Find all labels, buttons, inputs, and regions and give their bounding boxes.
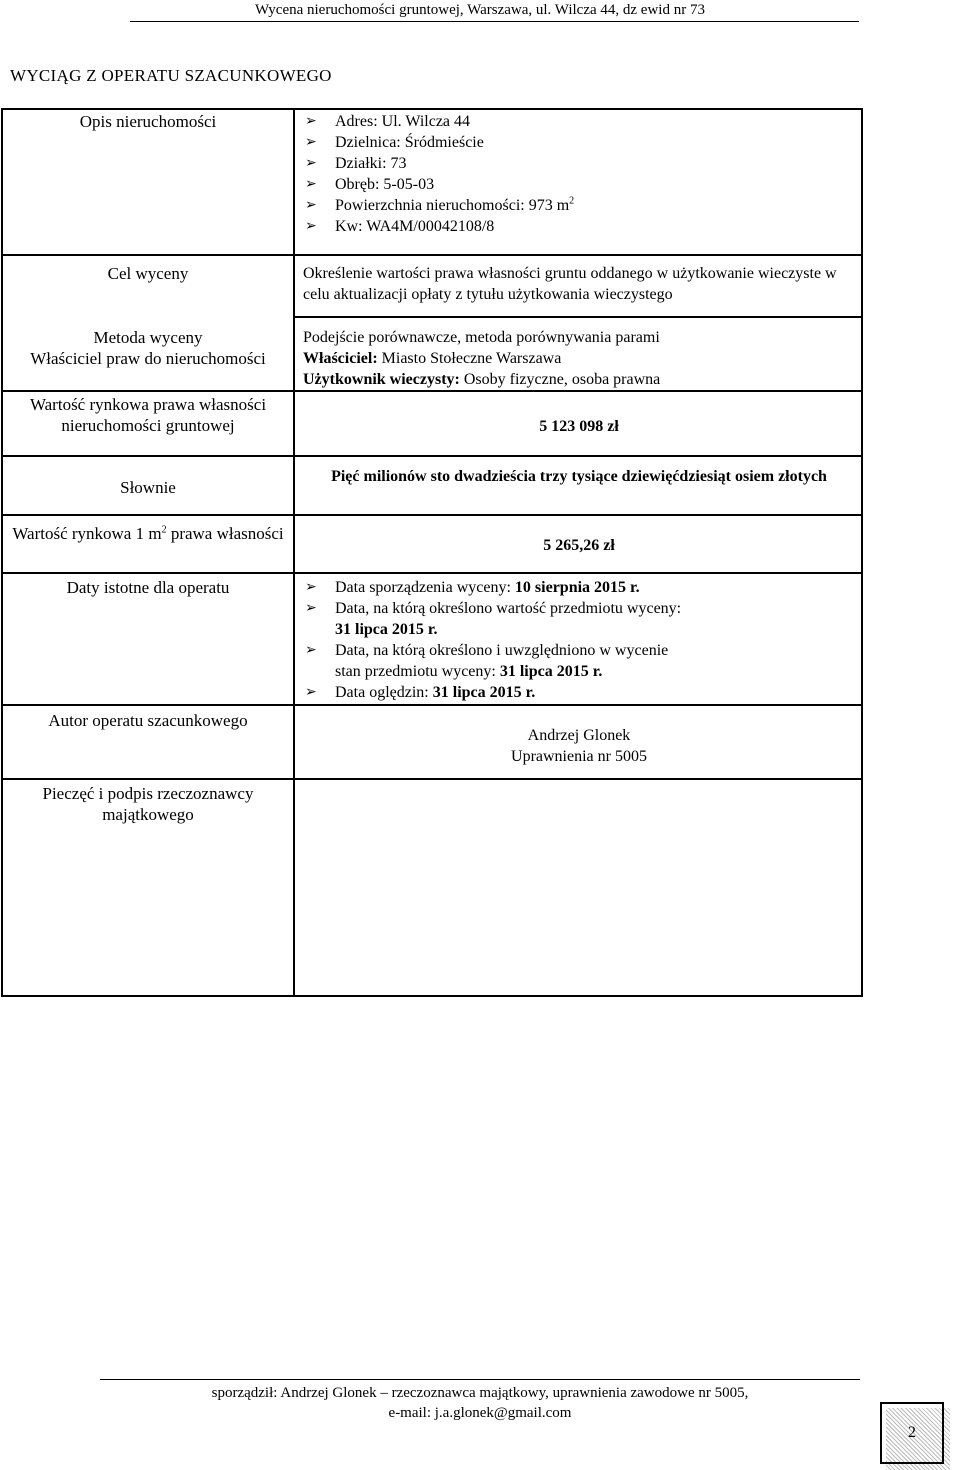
list-item: ➢ Data, na którą określono wartość przedmiotu wyceny: — [305, 600, 682, 617]
value-user: Użytkownik wieczysty: Osoby fizyczne, osoba prawna — [303, 371, 661, 388]
row-divider — [3, 390, 861, 392]
list-item: ➢ Działki: 73 — [305, 155, 407, 172]
arrow-bullet-icon: ➢ — [305, 177, 317, 192]
label-autor: Autor operatu szacunkowego — [48, 711, 248, 730]
page-number-box — [880, 1402, 944, 1464]
list-item: stan przedmiotu wyceny: 31 lipca 2015 r. — [335, 663, 603, 680]
label-wartosc-m2: Wartość rynkowa 1 $m^2$ prawa własności — [12, 524, 284, 543]
label-opis: Opis nieruchomości — [79, 112, 217, 131]
label-daty: Daty istotne dla operatu — [66, 578, 230, 597]
value-cel: Określenie wartości prawa własności gruntu oddanego w użytkowanie wieczyste w celu aktualizacji opłaty z tytułu użytkowania wieczystego — [303, 265, 837, 303]
row-divider — [3, 455, 861, 457]
row-divider — [3, 514, 861, 516]
value-autor-name: Andrzej Glonek — [527, 727, 631, 744]
page-footer — [0, 1383, 960, 1423]
value-slownie: Pięć milionów sto dwadzieścia trzy tysiące dziewięćdziesiąt osiem złotych — [331, 468, 827, 485]
header-rule — [130, 21, 859, 22]
value-wartosc: 5 123 098 zł — [539, 418, 619, 435]
footer-rule — [100, 1379, 860, 1380]
row-divider — [295, 316, 861, 318]
arrow-bullet-icon: ➢ — [305, 643, 317, 658]
page-header: Wycena nieruchomości gruntowej, Warszawa, ul. Wilcza 44, dz ewid nr 73 — [255, 2, 705, 18]
footer-email: e-mail: j.a.glonek@gmail.com — [388, 1405, 572, 1421]
row-divider — [3, 572, 861, 574]
list-item: ➢ Obręb: 5-05-03 — [305, 176, 435, 193]
list-item: ➢ Powierzchnia nieruchomości: 973 $m^2$ — [305, 195, 575, 214]
row-divider — [3, 778, 861, 780]
summary-table — [1, 108, 863, 997]
value-autor-license: Uprawnienia nr 5005 — [511, 748, 647, 765]
row-divider — [3, 704, 861, 706]
label-slownie: Słownie — [120, 478, 176, 497]
arrow-bullet-icon: ➢ — [305, 114, 317, 129]
arrow-bullet-icon: ➢ — [305, 580, 317, 595]
footer-line-1: sporządził: Andrzej Glonek – rzeczoznawca majątkowy, uprawnienia zawodowe nr 5005, — [211, 1385, 749, 1401]
label-metoda: Metoda wyceny — [93, 328, 203, 347]
label-wartosc: Wartość rynkowa prawa własności nieruchomości gruntowej — [29, 395, 267, 435]
arrow-bullet-icon: ➢ — [305, 601, 317, 616]
list-item: ➢ Data sporządzenia wyceny: 10 sierpnia 2015 r. — [305, 579, 640, 596]
label-cel: Cel wyceny — [107, 264, 189, 283]
label-pieczec: Pieczęć i podpis rzeczoznawcy majątkowego — [42, 784, 254, 824]
arrow-bullet-icon: ➢ — [305, 198, 317, 213]
dates-list — [295, 577, 863, 703]
arrow-bullet-icon: ➢ — [305, 685, 317, 700]
arrow-bullet-icon: ➢ — [305, 135, 317, 150]
page-number: 2 — [908, 1424, 916, 1441]
list-item: ➢ Data, na którą określono i uwzględniono w wycenie — [305, 642, 669, 659]
list-item: 31 lipca 2015 r. — [335, 621, 438, 638]
label-wlasciciel: Właściciel praw do nieruchomości — [30, 349, 266, 368]
list-item: ➢ Kw: WA4M/00042108/8 — [305, 218, 495, 235]
document-title: WYCIĄG Z OPERATU SZACUNKOWEGO — [10, 66, 332, 85]
property-details-list — [295, 111, 863, 237]
list-item: ➢ Data oględzin: 31 lipca 2015 r. — [305, 684, 536, 701]
value-wartosc-m2: 5 265,26 zł — [543, 537, 615, 554]
value-owner: Właściciel: Miasto Stołeczne Warszawa — [303, 350, 562, 367]
row-divider — [3, 254, 861, 256]
list-item: ➢ Dzielnica: Śródmieście — [305, 134, 484, 151]
list-item: ➢ Adres: Ul. Wilcza 44 — [305, 113, 471, 130]
arrow-bullet-icon: ➢ — [305, 219, 317, 234]
arrow-bullet-icon: ➢ — [305, 156, 317, 171]
value-metoda: Podejście porównawcze, metoda porównywania parami — [303, 329, 660, 346]
